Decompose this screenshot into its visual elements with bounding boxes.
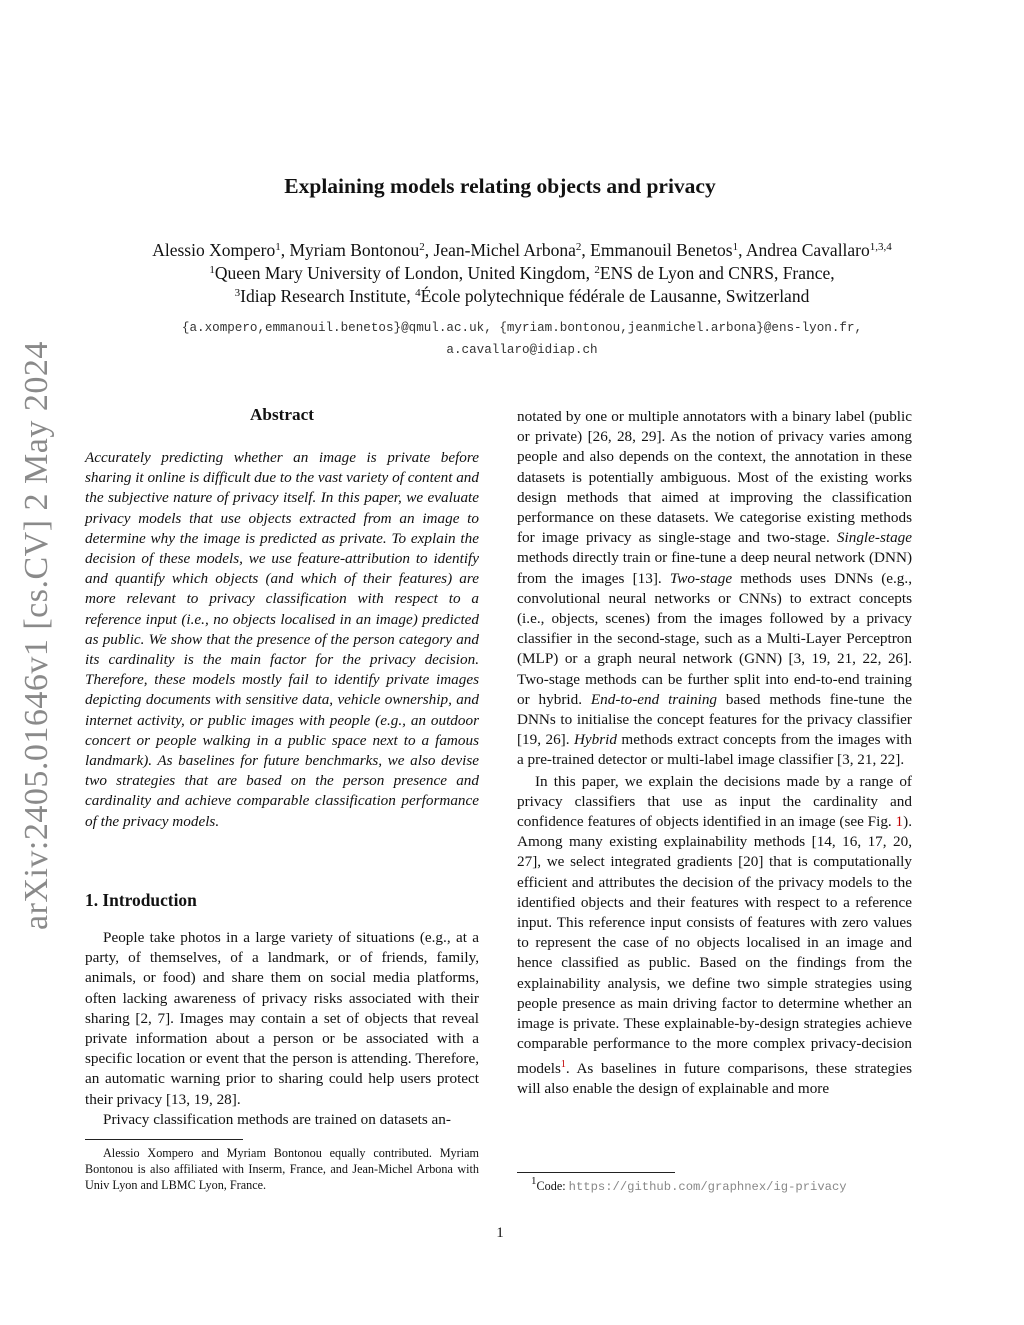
arxiv-identifier: arXiv:2405.01646v1 [cs.CV] 2 May 2024: [18, 341, 55, 930]
abstract-text: Accurately predicting whether an image is private before sharing it online is difficult due to the vast variety of content and the subjective nature of privacy itself. In this paper, we evaluate privacy models that use objects extracted from an image to determine why the image is predicted as private. To explain the decision of these models, we use feature-attribution to identify and quantify which objects (and which of their features) are more relevant to privacy classification with respect to a reference input (i.e., no objects localised in an image) predicted as public. We show that the presence of the person category and its cardinality is the main factor for the privacy decision. Therefore, these models mostly fail to identify private images depicting documents with sensitive data, vehicle ownership, and internet activity, or public images with people (e.g., an outdoor concert or people walking in a public space next to a famous landmark). As baselines for future benchmarks, we also devise two strategies that are based on the person presence and cardinality and achieve comparable classification performance of the privacy models.: [85, 449, 479, 830]
email-line-2[interactable]: a.cavallaro@idiap.ch: [446, 343, 598, 357]
right-column: [517, 407, 912, 1099]
figure-link[interactable]: 1: [895, 813, 904, 831]
intro-paragraph-3: In this paper, we explain the decisions made by a range of privacy classifiers that use as input the cardinality and confidence features of objects identified in an image (see Fig. 1). Among many existing explainability methods [14, 16, 17, 20, 27], we select integrated gradients [20] that is computationally efficient and attributes the decision of the privacy models to the identified objects and their features with respect to a reference input. This reference input consists of features with zero values to represent the case of no objects localised in an image and hence classified as public. Based on the findings from the explainability analysis, we define two simple strategies using people presence as main driving factor to determine whether an image is private. These explainable-by-design strategies achieve comparable performance to the more complex privacy-decision models$^1$. As baselines in future comparisons, these strategies will also enable the design of explainable and more: [517, 772, 912, 1097]
affiliation-mark: 2: [419, 241, 425, 253]
affiliation-mark: 2: [575, 241, 582, 253]
affiliation-mark: 1,3,4: [869, 241, 892, 253]
intro-paragraph-2: notated by one or multiple annotators with a binary label (public or private) [26, 28, 29]. As the notion of privacy varies among people and also depends on the context, the annotation in these datasets is potentially ambiguous. Most of the existing works design methods that aimed at improving the classification performance on these datasets. We categorise existing methods for image privacy as single-stage and two-stage. Single-stage methods directly train or fine-tune a deep neural network (DNN) from the images [13]. Two-stage methods uses DNNs (e.g., convolutional neural networks or CNNs) to extract concepts (i.e., objects, scenes) from the images followed by a privacy classifier in the second-stage, such as a Multi-Layer Perceptron (MLP) or a graph neural network (GNN) [3, 19, 21, 22, 26]. Two-stage methods can be further split into end-to-end training or hybrid. End-to-end training based methods fine-tune the DNNs to initialise the concept features for the privacy classifier [19, 26]. Hybrid methods extract concepts from the images with a pre-trained detector or multi-label image classifier [3, 21, 22].: [517, 408, 912, 769]
author-name: , Jean-Michel Arbona: [424, 240, 576, 260]
email-line-1[interactable]: {a.xompero,emmanouil.benetos}@qmul.ac.uk, {myriam.bontonou,jeanmichel.arbona}@ens-lyon.fr,: [181, 321, 863, 335]
intro-paragraph-2-start: Privacy classification methods are trained on datasets an-: [103, 1110, 451, 1128]
author-name: , Andrea Cavallaro: [738, 240, 870, 260]
author-block: [0, 239, 1024, 308]
email-block: [0, 317, 1024, 361]
abstract-heading: Abstract: [250, 405, 314, 424]
intro-paragraph-1: People take photos in a large variety of situations (e.g., at a party, of themselves, of a landmark, or of friends, family, animals, or food) and share them on social media platforms, often lacking awareness of privacy risks associated with their sharing [2, 7]. Images may contain a set of objects that reveal private information about a person or be associated with a specific location or event that the person is attending. Therefore, an automatic warning prior to sharing could help users protect their privacy [13, 19, 28].: [85, 929, 479, 1108]
intro-column-left: [85, 928, 479, 1130]
footnote-code: $^1$Code: https://github.com/graphnex/ig-privacy: [531, 1175, 847, 1194]
affiliation-mark: 1: [732, 241, 739, 253]
footnote-equal-contribution: Alessio Xompero and Myriam Bontonou equally contributed. Myriam Bontonou is also affiliated with Inserm, France, and Jean-Michel Arbona with Univ Lyon and LBMC Lyon, France.: [85, 1146, 479, 1192]
author-name: Alessio Xompero: [152, 240, 276, 260]
author-name: , Myriam Bontonou: [280, 240, 420, 260]
footnote-rule-right: [517, 1172, 675, 1173]
affiliation-line-2: $^3$Idiap Research Institute, $^4$École polytechnique fédérale de Lausanne, Switzerland: [234, 286, 810, 306]
code-url-link[interactable]: https://github.com/graphnex/ig-privacy: [568, 1180, 847, 1194]
page-number: 1: [496, 1225, 504, 1241]
affiliation-mark: 1: [275, 241, 281, 253]
affiliation-line-1: $^1$Queen Mary University of London, United Kingdom, $^2$ENS de Lyon and CNRS, France,: [209, 263, 835, 283]
author-list: [0, 239, 1024, 262]
footnote-rule-left: [85, 1139, 243, 1140]
section-heading-introduction: 1. Introduction: [85, 890, 197, 910]
footnote-link[interactable]: 1: [560, 1058, 566, 1070]
paper-title: Explaining models relating objects and privacy: [284, 174, 716, 198]
author-name: , Emmanouil Benetos: [581, 240, 733, 260]
